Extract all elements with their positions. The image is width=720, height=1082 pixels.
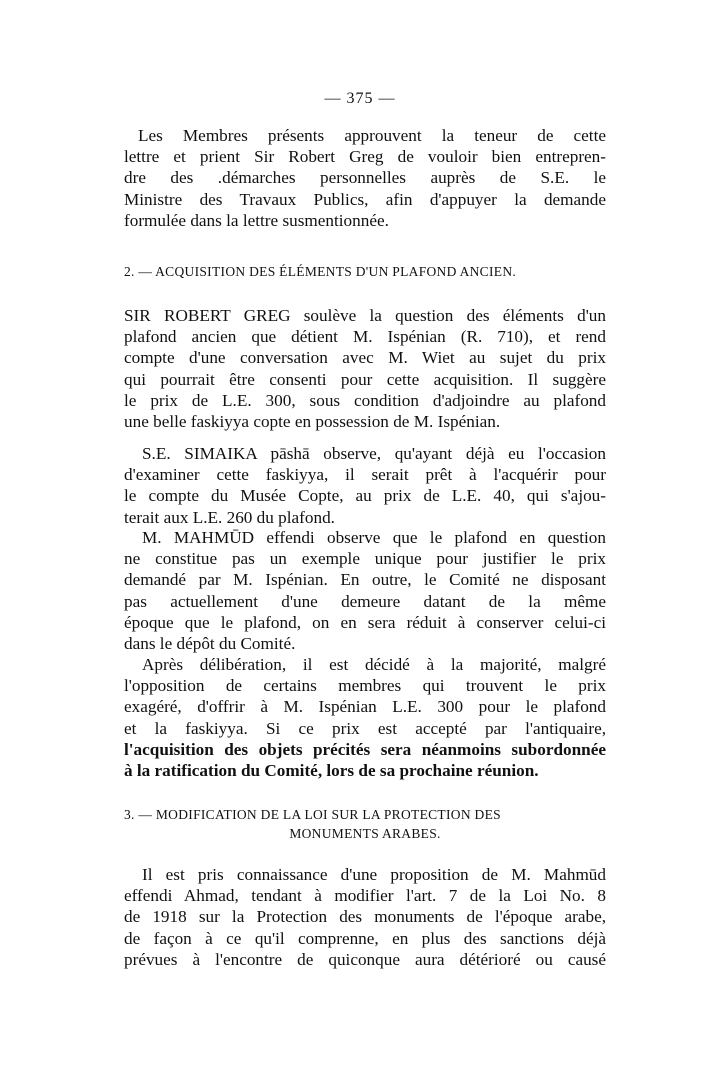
- paragraph-simaika-pasha: [124, 443, 606, 528]
- text-line: effendi Ahmad, tendant à modifier l'art. 7 de la Loi No. 8: [124, 886, 606, 906]
- text-line: époque que le plafond, on en sera réduit à conserver celui-ci: [124, 612, 606, 632]
- paragraph-deliberation: [124, 654, 606, 781]
- section-heading: 2. — ACQUISITION DES ÉLÉMENTS D'UN PLAFOND ANCIEN.: [124, 264, 517, 279]
- text-line: pas actuellement d'une demeure datant de la même: [124, 591, 606, 611]
- section-heading-continuation: MONUMENTS ARABES.: [289, 826, 441, 841]
- text-line: ne constitue pas un exemple unique pour justifier le prix: [124, 549, 606, 569]
- text-line: formulée dans la lettre susmentionnée.: [124, 210, 389, 230]
- text-line: qui pourrait être consenti pour cette acquisition. Il suggère: [124, 369, 606, 389]
- text-line: lettre et prient Sir Robert Greg de vouloir bien entrepren-: [124, 147, 606, 167]
- text-line: Ministre des Travaux Publics, afin d'appuyer la demande: [124, 189, 606, 209]
- paragraph-proposition: [124, 864, 606, 970]
- text-line: prévues à l'encontre de quiconque aura détérioré ou causé: [124, 949, 606, 969]
- section-heading-3: [124, 805, 606, 843]
- text-line: une belle faskiyya copte en possession de M. Ispénian.: [124, 411, 501, 431]
- text-line: l'acquisition des objets précités sera néanmoins subordonnée: [124, 739, 606, 759]
- text-line: S.E. SIMAIKA pāshā observe, qu'ayant déjà eu l'occasion: [142, 444, 606, 463]
- text-line: compte d'une conversation avec M. Wiet au sujet du prix: [124, 348, 606, 368]
- text-line: Après délibération, il est décidé à la majorité, malgré: [142, 655, 606, 674]
- text-line: dans le dépôt du Comité.: [124, 633, 296, 653]
- text-line: le compte du Musée Copte, au prix de L.E. 40, qui s'ajou-: [124, 486, 606, 506]
- text-line: de façon à ce qu'il comprenne, en plus des sanctions déjà: [124, 928, 606, 948]
- text-line: l'opposition de certains membres qui trouvent le prix: [124, 676, 606, 696]
- text-line: à la ratification du Comité, lors de sa prochaine réunion.: [124, 760, 539, 780]
- text-line: M. MAHMŪD effendi observe que le plafond en question: [142, 528, 606, 547]
- section-heading-2: [124, 262, 606, 281]
- text-line: et la faskiyya. Si ce prix est accepté par l'antiquaire,: [124, 718, 606, 738]
- paragraph-sir-robert-greg: [124, 305, 606, 432]
- paragraph-mahmud-effendi: [124, 527, 606, 654]
- text-line: d'examiner cette faskiyya, il serait prêt à l'acquérir pour: [124, 465, 606, 485]
- text-line: exagéré, d'offrir à M. Ispénian L.E. 300 pour le plafond: [124, 697, 606, 717]
- text-line: de 1918 sur la Protection des monuments de l'époque arabe,: [124, 907, 606, 927]
- text-line: le prix de L.E. 300, sous condition d'adjoindre au plafond: [124, 390, 606, 410]
- text-line: Il est pris connaissance d'une proposition de M. Mahmūd: [142, 865, 606, 884]
- paragraph-members-approve: [124, 125, 606, 231]
- section-heading: 3. — MODIFICATION DE LA LOI SUR LA PROTECTION DES: [124, 807, 501, 822]
- text-line: plafond ancien que détient M. Ispénian (R. 710), et rend: [124, 327, 606, 347]
- text-line: dre des .démarches personnelles auprès de S.E. le: [124, 168, 606, 188]
- text-line: terait aux L.E. 260 du plafond.: [124, 507, 335, 527]
- text-line: Les Membres présents approuvent la teneur de cette: [138, 126, 606, 145]
- text-line: SIR ROBERT GREG soulève la question des éléments d'un: [124, 306, 606, 325]
- text-line: demandé par M. Ispénian. En outre, le Comité ne disposant: [124, 570, 606, 590]
- page-number: — 375 —: [324, 90, 396, 107]
